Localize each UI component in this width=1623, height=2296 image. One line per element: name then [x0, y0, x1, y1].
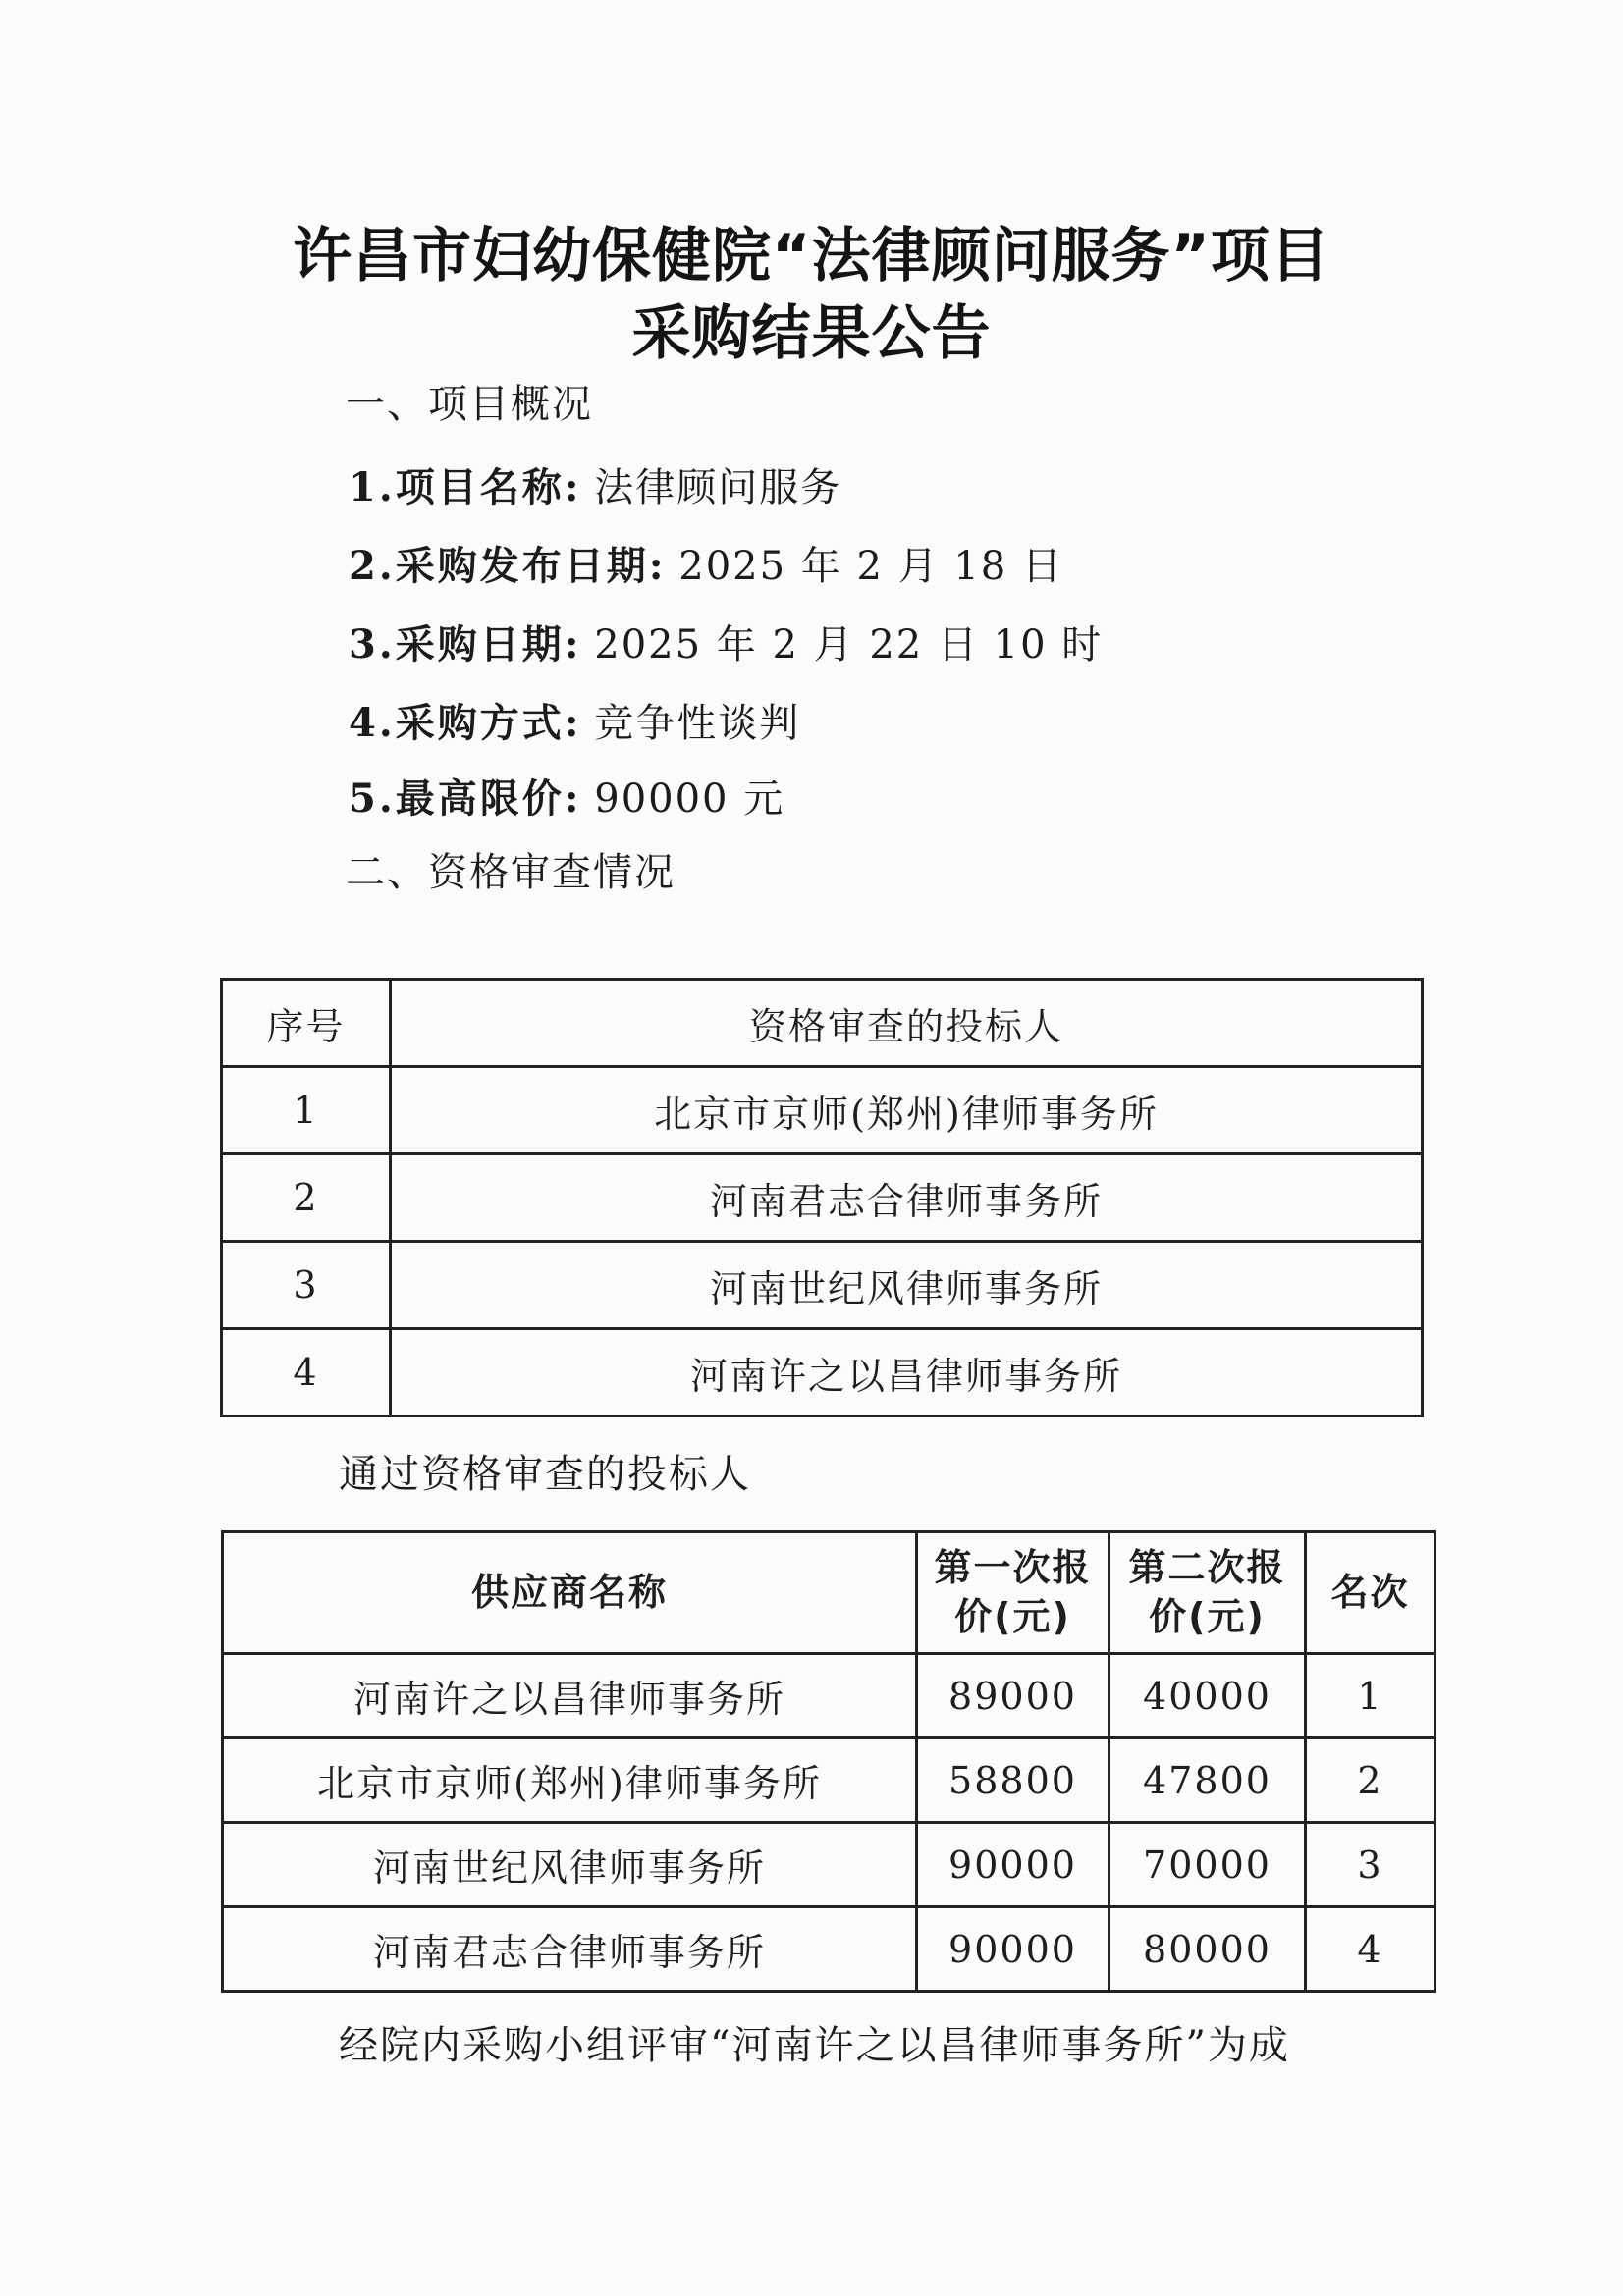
table-cell: 47800: [1109, 1738, 1306, 1823]
table-cell: 90000: [917, 1823, 1109, 1907]
overview-item-procurement-date: [349, 614, 1103, 669]
table-row: [222, 1329, 1423, 1416]
table-cell: 河南世纪风律师事务所: [223, 1823, 917, 1907]
table-cell: 河南许之以昌律师事务所: [223, 1654, 917, 1738]
table-cell: 河南君志合律师事务所: [223, 1907, 917, 1992]
overview-value: 竞争性谈判: [594, 701, 801, 746]
table-cell: 北京市京师(郑州)律师事务所: [391, 1067, 1423, 1154]
table-header-cell: 序号: [222, 980, 391, 1067]
overview-value: 法律顾问服务: [594, 465, 842, 510]
table-cell: 70000: [1109, 1823, 1306, 1907]
table-row: [223, 1738, 1435, 1823]
document-title-line-2: 采购结果公告: [631, 299, 992, 368]
table-header-cell: 第二次报价(元): [1109, 1532, 1306, 1654]
overview-value: 90000 元: [594, 776, 785, 822]
table-cell: 89000: [917, 1654, 1109, 1738]
overview-item-project-name: [349, 456, 841, 512]
overview-label: 5.最高限价:: [349, 775, 582, 822]
overview-value: 2025 年 2 月 22 日 10 时: [594, 622, 1104, 667]
document-title-line-1: 许昌市妇幼保健院“法律顾问服务”项目: [293, 222, 1330, 291]
table-header-cell: 第一次报价(元): [917, 1532, 1109, 1654]
table-header-row: [222, 980, 1423, 1067]
overview-item-publish-date: [349, 535, 1063, 591]
table-row: [222, 1154, 1423, 1242]
table-cell: 河南世纪风律师事务所: [391, 1242, 1423, 1329]
table-cell: 4: [222, 1329, 391, 1416]
table-header-cell: 资格审查的投标人: [391, 980, 1423, 1067]
table-cell: 80000: [1109, 1907, 1306, 1992]
passed-bidders-caption: 通过资格审查的投标人: [339, 1452, 751, 1497]
table-cell: 3: [222, 1242, 391, 1329]
overview-value: 2025 年 2 月 18 日: [678, 544, 1063, 589]
table-header-row: [223, 1532, 1435, 1654]
table-cell: 1: [222, 1067, 391, 1154]
quote-ranking-table: [221, 1530, 1436, 1993]
table-header-cell: 名次: [1306, 1532, 1435, 1654]
table-cell: 58800: [917, 1738, 1109, 1823]
table-header-cell: 供应商名称: [223, 1532, 917, 1654]
table-cell: 3: [1306, 1823, 1435, 1907]
overview-label: 4.采购方式:: [349, 700, 582, 746]
section-heading-qualification: 二、资格审查情况: [346, 850, 676, 895]
qualification-table: [220, 978, 1424, 1417]
table-row: [222, 1242, 1423, 1329]
table-cell: 2: [222, 1154, 391, 1242]
table-cell: 河南许之以昌律师事务所: [391, 1329, 1423, 1416]
overview-item-procurement-method: [349, 692, 800, 748]
overview-label: 2.采购发布日期:: [349, 543, 667, 589]
table-cell: 2: [1306, 1738, 1435, 1823]
conclusion-text: 经院内采购小组评审“河南许之以昌律师事务所”为成: [339, 2023, 1290, 2068]
table-row: [223, 1823, 1435, 1907]
overview-item-max-price: [349, 768, 784, 824]
table-row: [223, 1907, 1435, 1992]
section-heading-overview: 一、项目概况: [346, 382, 593, 427]
overview-label: 3.采购日期:: [349, 621, 582, 667]
table-cell: 1: [1306, 1654, 1435, 1738]
table-cell: 4: [1306, 1907, 1435, 1992]
table-row: [222, 1067, 1423, 1154]
table-cell: 40000: [1109, 1654, 1306, 1738]
table-cell: 90000: [917, 1907, 1109, 1992]
overview-label: 1.项目名称:: [349, 464, 582, 510]
table-row: [223, 1654, 1435, 1738]
table-cell: 北京市京师(郑州)律师事务所: [223, 1738, 917, 1823]
table-cell: 河南君志合律师事务所: [391, 1154, 1423, 1242]
